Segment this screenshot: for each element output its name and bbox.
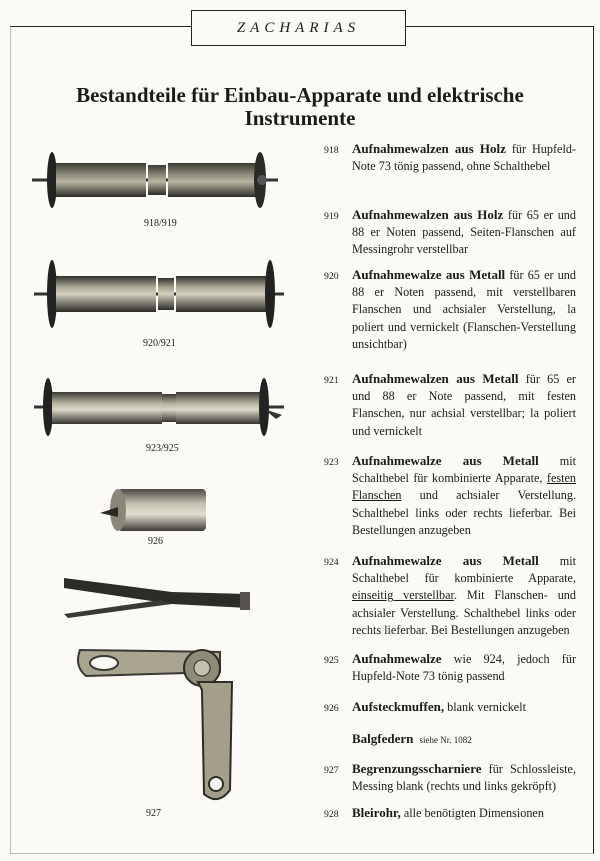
catalog-item-919 <box>326 206 576 259</box>
item-number: 924 <box>324 557 339 568</box>
item-name: Aufnahmewalze aus Metall <box>352 267 506 282</box>
page-title: Bestandteile für Einbau-Apparate und elektrische Instrumente <box>76 83 524 130</box>
item-number: 921 <box>324 375 339 386</box>
catalog-item-926 <box>326 698 576 716</box>
figure-label-927: 927 <box>146 808 161 819</box>
catalog-item-924 <box>326 552 576 639</box>
roller-wood-image <box>30 150 280 216</box>
item-name: Aufnahmewalze aus Metall <box>352 553 539 568</box>
item-description: blank vernickelt <box>444 700 526 714</box>
sleeve-image <box>98 485 213 535</box>
item-reference: siehe Nr. 1082 <box>419 735 472 745</box>
catalog-item-920 <box>326 266 576 353</box>
brand-name: ZACHARIAS <box>236 19 361 36</box>
item-number: 919 <box>324 211 339 222</box>
item-description-post: . Mit Flanschen- und achsialer Verstellung. Schalthebel links oder rechts lieferbar. Bei Bestellungen anzugeben <box>352 588 576 637</box>
item-name: Bleirohr, <box>352 805 401 820</box>
item-number: 918 <box>324 145 339 156</box>
hinge-image <box>70 638 240 808</box>
spring-tongs-image <box>60 572 255 618</box>
item-number: 928 <box>324 809 339 820</box>
item-description-underlined: einseitig verstellbar <box>352 588 454 603</box>
item-number: 920 <box>324 271 339 282</box>
item-name: Aufnahmewalzen aus Holz <box>352 141 506 156</box>
item-name: Aufnahmewalzen aus Holz <box>352 207 504 222</box>
item-name: Begrenzungsscharniere <box>352 761 482 776</box>
item-number: 923 <box>324 457 339 468</box>
item-description-post: und achsialer Verstellung. Schalthebel links oder rechts lieferbar. Bei Bestellungen anzugeben <box>352 488 576 537</box>
item-name: Aufsteckmuffen, <box>352 699 445 714</box>
roller-lever-image <box>32 375 287 437</box>
figure-label-926: 926 <box>148 536 163 547</box>
item-name: Balgfedern <box>352 731 414 746</box>
catalog-item-921 <box>326 370 576 440</box>
item-name: Aufnahmewalze aus Metall <box>352 453 539 468</box>
item-number: 925 <box>324 655 339 666</box>
figure-label-918-919: 918/919 <box>144 218 177 229</box>
item-name: Aufnahmewalzen aus Metall <box>352 371 519 386</box>
brand-header <box>191 10 406 46</box>
item-description: für Schlossleiste, Messing blank (rechts und links gekröpft) <box>352 762 576 794</box>
catalog-item-928 <box>326 804 576 822</box>
item-description-underlined: festen Flanschen <box>352 471 576 503</box>
item-name: Aufnahmewalze <box>352 651 442 666</box>
figure-label-920-921: 920/921 <box>143 338 176 349</box>
catalog-item-925 <box>326 650 576 685</box>
item-description: für Hupfeld-Note 73 tönig passend, ohne Schalthebel <box>352 142 576 174</box>
item-number: 927 <box>324 765 339 776</box>
roller-metal-image <box>32 258 287 330</box>
catalog-item-balgfedern <box>326 730 576 749</box>
catalog-item-927 <box>326 760 576 795</box>
item-description: für 65 er und 88 er Noten passend, Seiten-Flanschen auf Messingrohr verstellbar <box>352 208 576 257</box>
item-description-pre: mit Schalthebel für kombinierte Apparate, <box>352 554 576 586</box>
item-description-pre: mit Schalthebel für kombinierte Apparate, <box>352 454 576 486</box>
figure-label-923-925: 923/925 <box>146 443 179 454</box>
catalog-item-918 <box>326 140 576 175</box>
item-description: für 65 er und 88 er Noten passend, mit verstellbaren Flanschen und achsialer Verstellung, la poliert und vernickelt (Flanschen-Verstellung unsichtbar) <box>352 268 576 351</box>
item-number: 926 <box>324 703 339 714</box>
item-description: wie 924, jedoch für Hupfeld-Note 73 tönig passend <box>352 652 576 684</box>
item-description: alle benötigten Dimensionen <box>400 806 544 820</box>
item-description: für 65 er und 88 er Note passend, mit festen Flanschen, nur achsial verstellbar; la poliert und vernickelt <box>352 372 576 438</box>
catalog-item-923 <box>326 452 576 539</box>
